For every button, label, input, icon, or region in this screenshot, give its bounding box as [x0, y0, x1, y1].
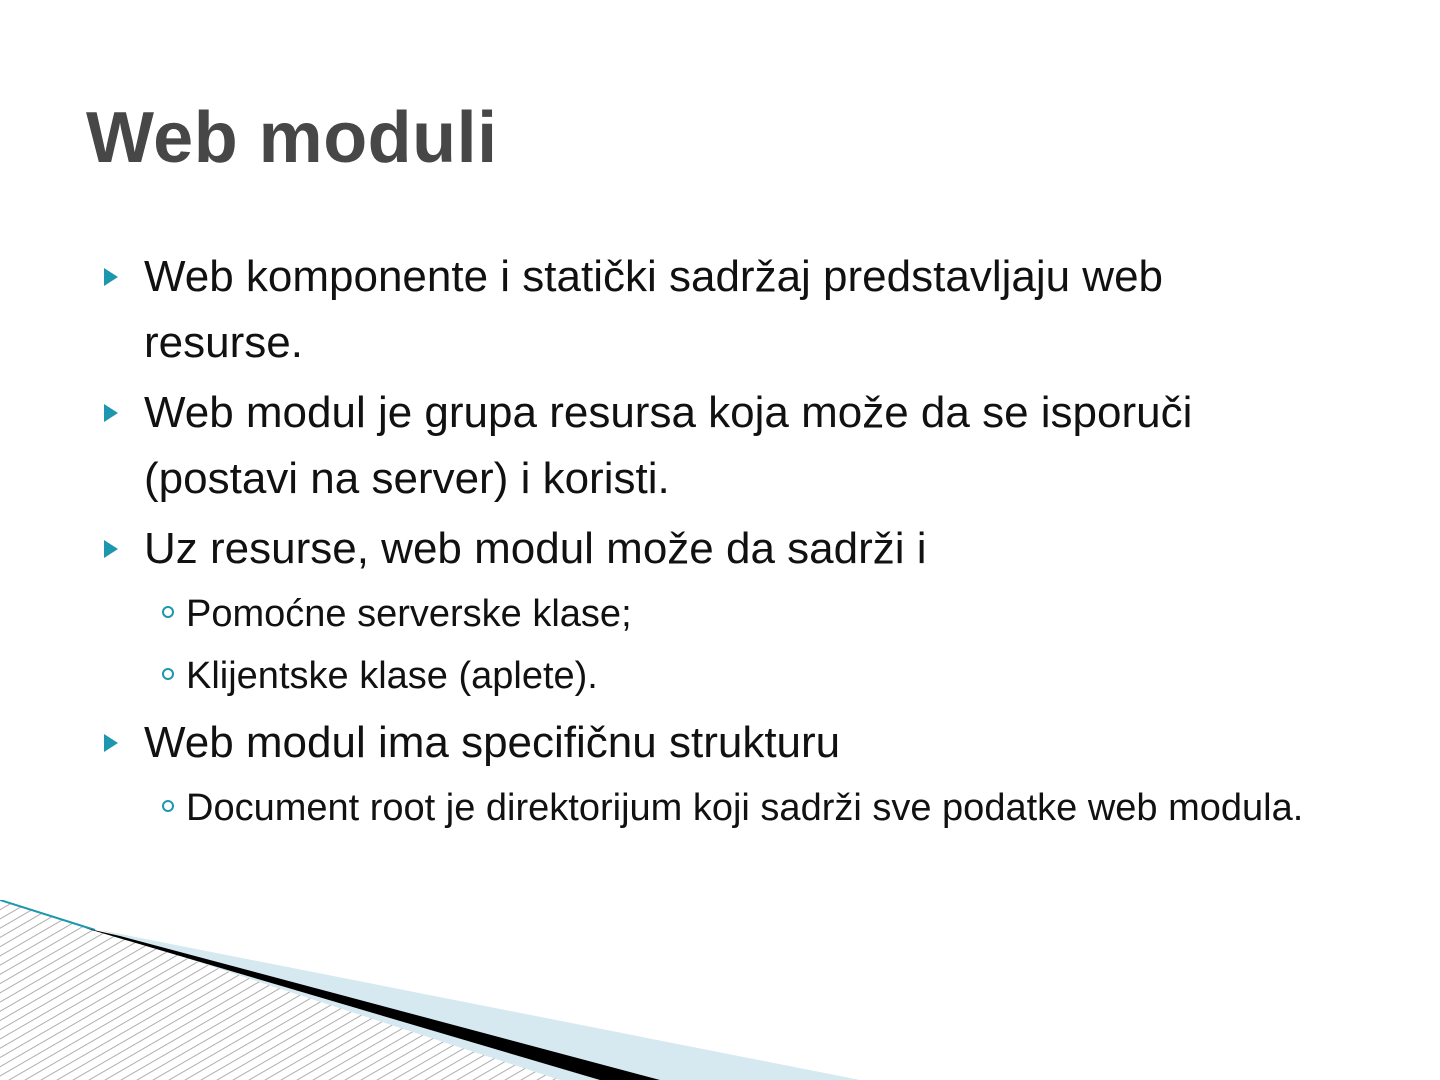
decorative-bottom-wave — [0, 900, 1440, 1080]
circle-bullet-icon — [162, 800, 174, 812]
triangle-bullet-icon — [104, 734, 118, 752]
sub-bullet-item — [104, 586, 1334, 642]
bullet-text: Uz resurse, web modul može da sadrži i — [144, 524, 927, 573]
bullet-item — [104, 244, 1334, 376]
sub-bullet-text: Klijentske klase (aplete). — [186, 655, 598, 697]
bullet-item — [104, 710, 1334, 776]
triangle-bullet-icon — [104, 540, 118, 558]
bullet-item — [104, 380, 1334, 512]
bullet-text: Web komponente i statički sadržaj predstavljaju web resurse. — [144, 252, 1164, 367]
triangle-bullet-icon — [104, 404, 118, 422]
sub-bullet-item — [104, 648, 1334, 704]
bullet-text: Web modul je grupa resursa koja može da se isporuči (postavi na server) i koristi. — [144, 388, 1193, 503]
circle-bullet-icon — [162, 668, 174, 680]
bullet-text: Web modul ima specifičnu strukturu — [144, 718, 841, 767]
circle-bullet-icon — [162, 606, 174, 618]
sub-bullet-text: Pomoćne serverske klase; — [186, 593, 632, 635]
sub-bullet-text: Document root je direktorijum koji sadrži sve podatke web modula. — [186, 787, 1304, 829]
bullet-item — [104, 516, 1334, 582]
slide-title: Web moduli — [86, 98, 498, 178]
sub-bullet-item — [104, 780, 1334, 836]
slide-content — [104, 244, 1334, 842]
triangle-bullet-icon — [104, 268, 118, 286]
